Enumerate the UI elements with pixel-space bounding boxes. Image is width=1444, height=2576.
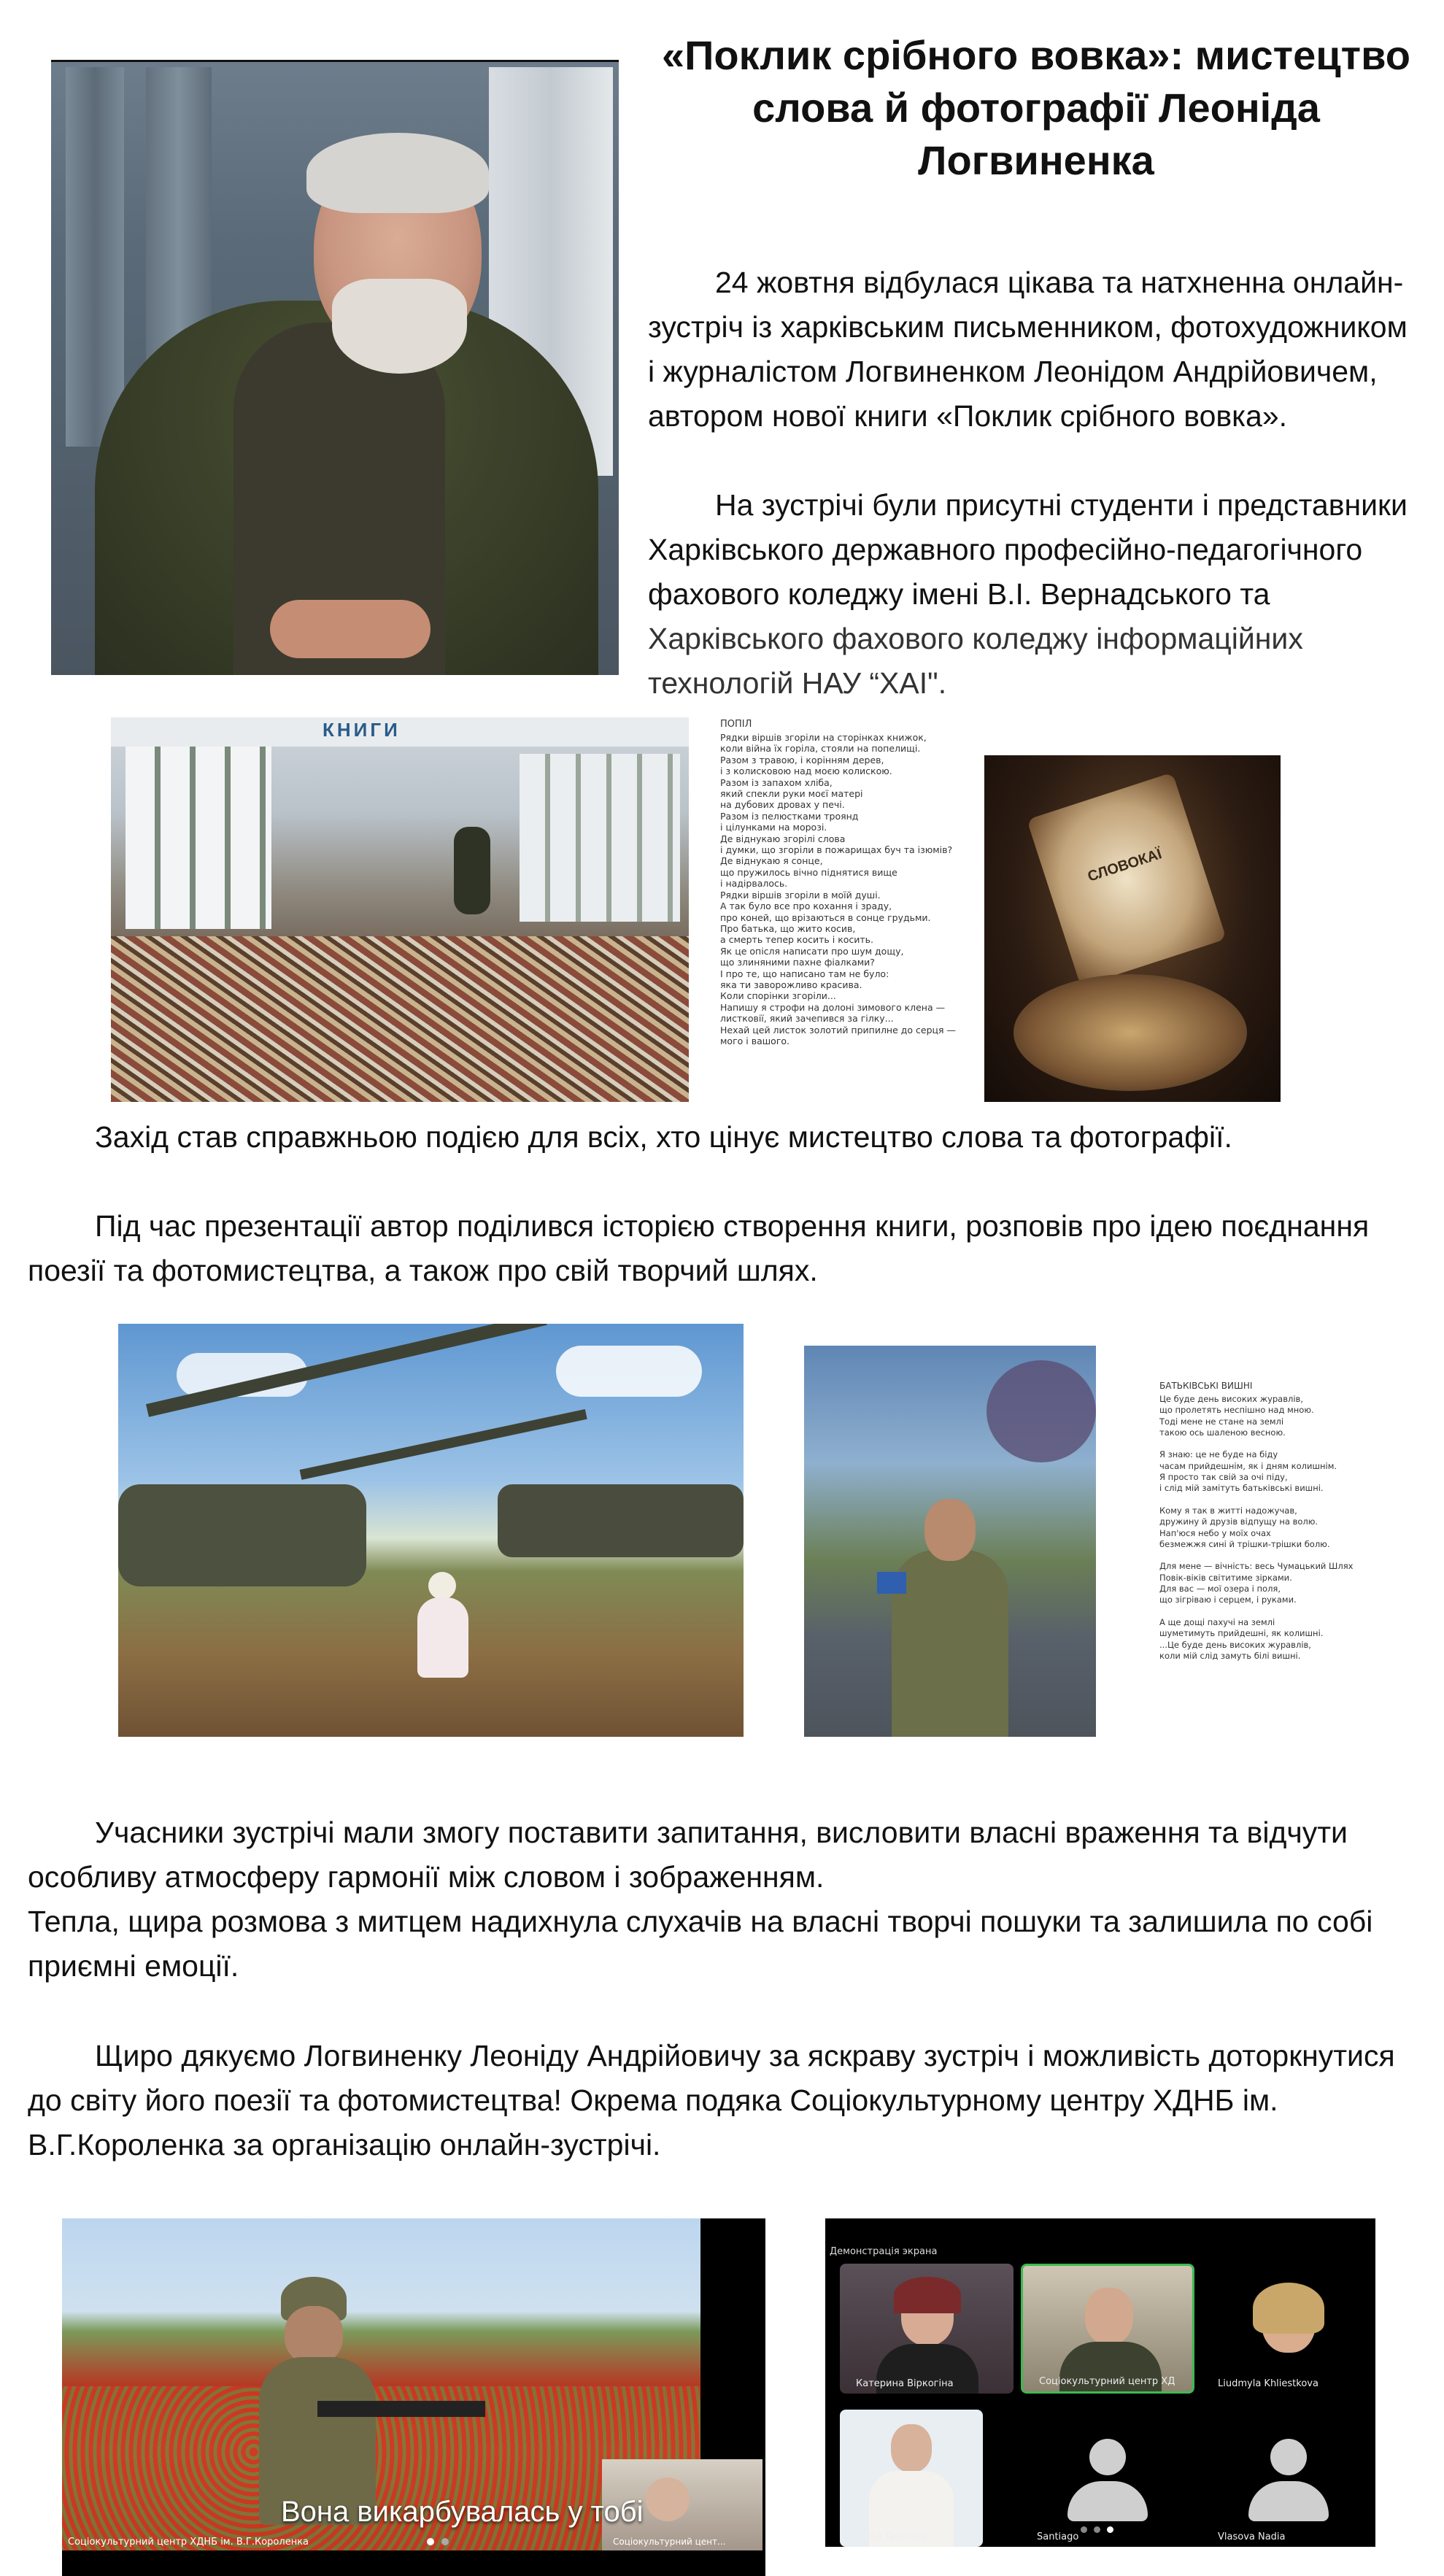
poem-text-vyshni: Це буде день високих журавлів, що пролетять неспішно над мною. Тоді мене не стане на землі такою ось шаленою весною. Я знаю: це не буде на біду часам прийдешнім, як і дням колишнім. Я просто так свій за очі піду, і слід мій замітуть батьківські вишні. Кому я так в житті надожучав, дружину й друзів відпущу на волю. Нап'юся небо у моїх очах безмежжя сині й трішки-трішки болю. Для мене — вічність: весь Чумацький Шлях Повік-віків світитиме зірками. Для вас — мої озера і поля, що зігріваю і серцем, і руками. А ще дощі пахучі на землі шуметимуть прийдешні, як колишні. ...Це буде день високих журавлів, коли мій слід замуть білі вишні.: [1159, 1394, 1354, 1661]
book-spread-2: [804, 1324, 1359, 1737]
poem-title-popil: ПОПІЛ: [720, 719, 752, 730]
intro-paragraph-1: 24 жовтня відбулася цікава та натхненна онлайн-зустріч із харківським письменником, фотохудожником і журналістом Логвиненком Леонідом Андрійовичем, автором нової книги «Поклик срібного вовка».: [648, 266, 1408, 433]
participant-avatar-placeholder: [1270, 2439, 1307, 2475]
screen-share-banner: Демонстрація экрана: [830, 2246, 938, 2257]
participant-name-1: Катерина Віркогіна: [856, 2378, 954, 2389]
library-sign: КНИГИ: [323, 719, 401, 741]
soldier-road-photo: [804, 1346, 1096, 1737]
participant-name-5: Santiago: [1037, 2531, 1079, 2542]
intro-paragraph-2-college: Харківського фахового коледжу інформаційних технологій НАУ “ХАІ".: [648, 622, 1303, 700]
participant-tile-6[interactable]: [1202, 2410, 1375, 2547]
author-portrait-photo: [51, 60, 619, 675]
book-spread-1: [111, 717, 1281, 1102]
tanks-child-photo: [118, 1324, 744, 1737]
paragraph-participants: Учасники зустрічі мали змогу поставити запитання, висловити власні враження та відчути особливу атмосферу гармонії між словом і зображенням.: [28, 1816, 1348, 1894]
participant-name-4: Raisa Taranova: [856, 2531, 928, 2542]
paragraph-presentation: Під час презентації автор поділився історією створення книги, розповів про ідею поєднання поезії та фотомистецтва, а також про свій творчий шлях.: [28, 1209, 1370, 1287]
intro-paragraph-2-main: На зустрічі були присутні студенти і представники Харківського державного професійно-педагогічного фахового коледжу імені В.І. Вернадського та: [648, 488, 1408, 611]
poem-title-vyshni: БАТЬКІВСЬКІ ВИШНІ: [1159, 1381, 1253, 1391]
video-frame-poppy-field: [62, 2218, 765, 2576]
paragraph-thanks: Щиро дякуємо Логвиненку Леоніду Андрійовичу за яскраву зустріч і можливість доторкнутися до світу його поезії та фотомистецтва! Окрема подяка Соціокультурному центру ХДНБ ім. В.Г.Короленка за організацію онлайн-зустрічі.: [28, 2039, 1395, 2162]
participant-name-6: Vlasova Nadia: [1218, 2531, 1286, 2542]
participant-tile-2[interactable]: [1021, 2264, 1194, 2394]
video-inset-label: Соціокультурний цент...: [613, 2537, 726, 2547]
participant-tile-3[interactable]: [1202, 2264, 1375, 2394]
online-meeting-screenshot: [825, 2218, 1375, 2547]
burnt-book-cover-text: СЛОВОКАЇ: [1086, 846, 1164, 885]
participant-tile-4[interactable]: [840, 2410, 983, 2547]
ruined-library-photo: [111, 717, 689, 1102]
participant-avatar-placeholder: [1089, 2439, 1126, 2475]
participant-name-3: Liudmyla Khliestkova: [1218, 2378, 1318, 2389]
participant-tile-1[interactable]: [840, 2264, 1013, 2394]
paragraph-warm-talk: Тепла, щира розмова з митцем надихнула слухачів на власні творчі пошуки та залишила по собі приємні емоції.: [28, 1905, 1373, 1983]
intro-paragraph-2: [648, 483, 1421, 706]
poem-text-popil: Рядки віршів згоріли на сторінках книжок, коли війна їх горіла, стояли на попелищі. Разом з травою, і корінням дерев, і з колисковою над моєю колискою. Разом із запахом хліба, який спекли руки моєї матері на дубових дровах у печі. Разом із пелюстками троянд і цілунками на морозі. Де віднукаю згорілі слова і думки, що згоріли в пожарищах буч та ізюмів? Де віднукаю я сонце, що пружилось вічно піднятися вище і надірвалось. Рядки віршів згоріли в моїй душі. А так було все про кохання і зраду, про коней, що врізаються в сонце грудьми. Про батька, що жито косив, а смерть тепер косить і косить. Як це опісля написати про шум дощу, що злиняними пахне фіалками? І про те, що написано там не було: яка ти заворожливо красива. Коли спорінки згоріли... Напишу я строфи на долоні зимового клена — листковії, який зачепився за гілку... Нехай цей листок золотий припилне до серця — мого і вашого.: [720, 732, 957, 1046]
video-subtitle: Вона викарбувалась у тобі: [281, 2496, 644, 2528]
article-title: «Поклик срібного вовка»: мистецтво слова й фотографії Леоніда Логвиненка: [662, 32, 1410, 183]
participant-name-2: Соціокультурний центр ХД: [1039, 2376, 1175, 2387]
paragraph-event: Захід став справжньою подією для всіх, хто цінує мистецтво слова та фотографії.: [95, 1120, 1232, 1154]
burnt-book-photo: [984, 755, 1281, 1102]
video-channel-label: Соціокультурний центр ХДНБ ім. В.Г.Короленка: [68, 2537, 309, 2548]
